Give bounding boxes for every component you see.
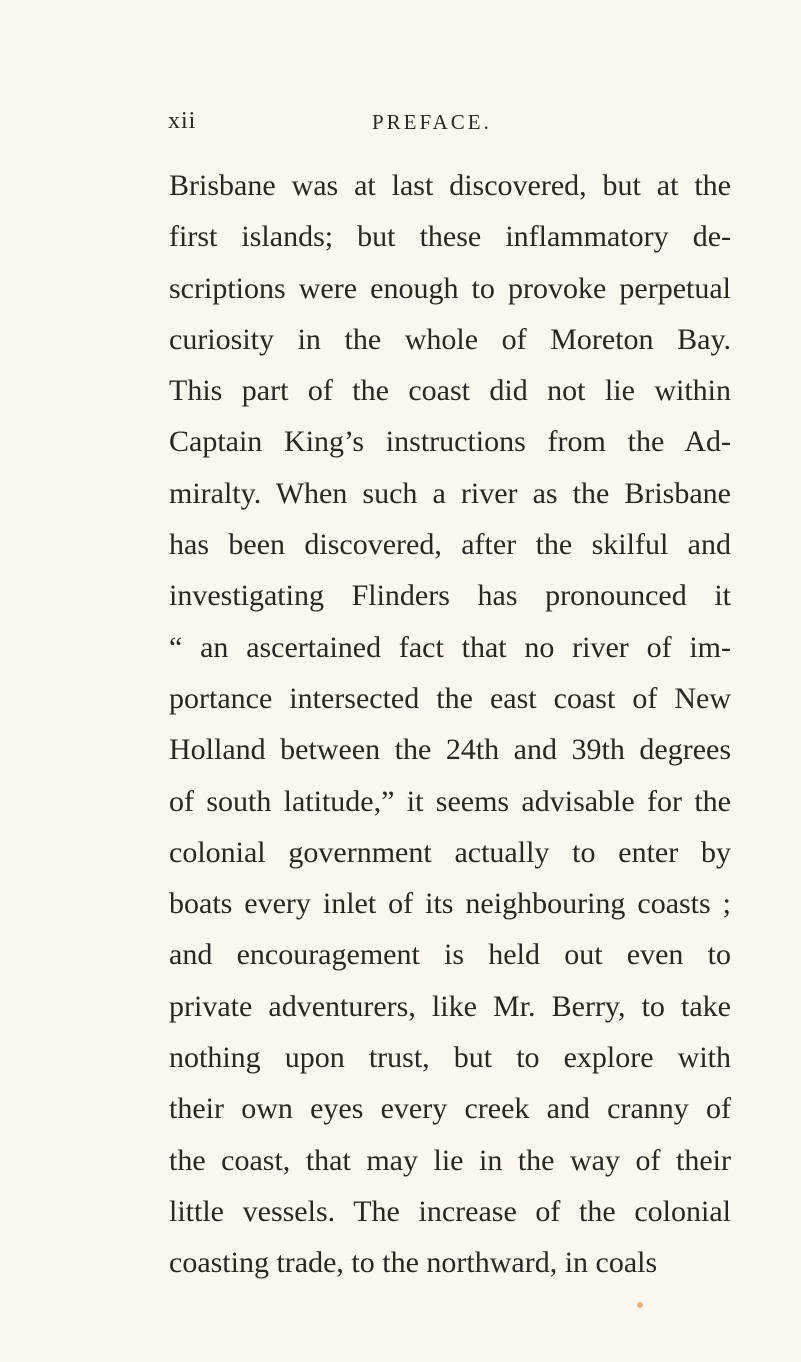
text-line: of south latitude,” it seems advisable for the xyxy=(169,784,731,818)
text-line: curiosity in the whole of Moreton Bay. xyxy=(169,322,731,356)
text-line: first islands; but these inflammatory de- xyxy=(169,220,731,254)
text-line: little vessels. The increase of the colonial xyxy=(169,1194,731,1228)
text-line: portance intersected the east coast of New xyxy=(169,681,731,715)
running-head: PREFACE. xyxy=(372,110,492,134)
paper-speck xyxy=(637,1302,643,1308)
text-line: nothing upon trust, but to explore with xyxy=(169,1041,731,1075)
text-line: Captain King’s instructions from the Ad- xyxy=(169,425,731,459)
text-line: and encouragement is held out even to xyxy=(169,938,731,972)
page-header xyxy=(0,98,801,138)
text-line: scriptions were enough to provoke perpetual xyxy=(169,271,731,305)
text-line: “ an ascertained fact that no river of im- xyxy=(169,630,731,664)
text-line: Brisbane was at last discovered, but at the xyxy=(169,169,731,202)
text-line: miralty. When such a river as the Brisbane xyxy=(169,476,731,510)
text-line: the coast, that may lie in the way of their xyxy=(169,1143,731,1177)
text-line: Holland between the 24th and 39th degrees xyxy=(169,733,731,767)
body-text xyxy=(169,160,731,1289)
text-line: This part of the coast did not lie within xyxy=(169,374,731,408)
text-line: investigating Flinders has pronounced it xyxy=(169,579,731,613)
text-line: colonial government actually to enter by xyxy=(169,835,731,869)
page-number: xii xyxy=(168,108,197,134)
text-line: boats every inlet of its neighbouring coasts ; xyxy=(169,887,731,921)
text-line: their own eyes every creek and cranny of xyxy=(169,1092,731,1126)
text-line: private adventurers, like Mr. Berry, to take xyxy=(169,989,731,1023)
text-line: has been discovered, after the skilful and xyxy=(169,528,731,562)
text-line: coasting trade, to the northward, in coals xyxy=(169,1246,658,1280)
